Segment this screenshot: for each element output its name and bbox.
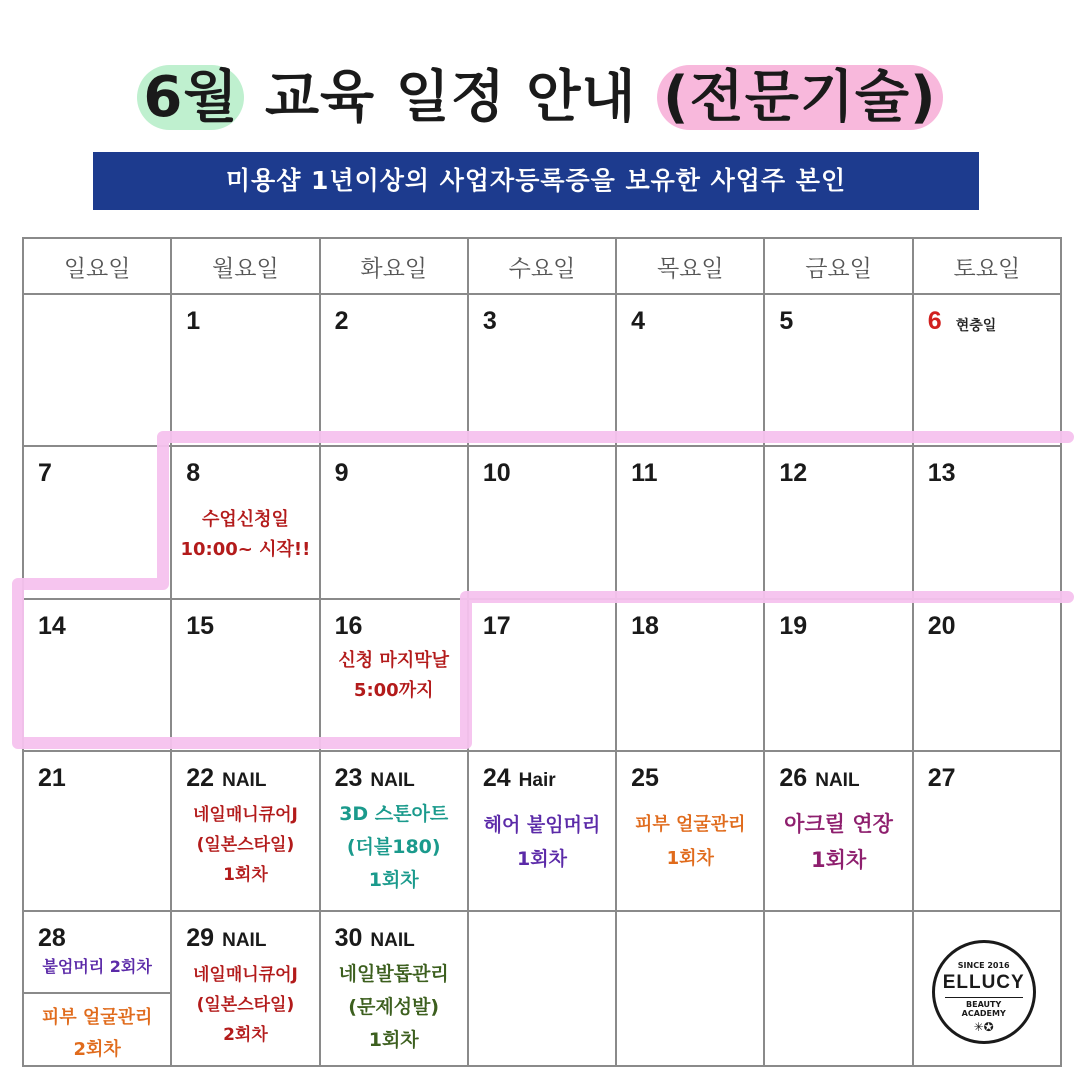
day-number: 17 [482, 612, 511, 640]
note-line: 5:00까지 [353, 680, 434, 701]
day-cell [913, 446, 1061, 599]
day-number: 28 [38, 924, 66, 952]
day-cell [23, 911, 171, 1066]
day-number [483, 764, 556, 793]
day-number: 21 [38, 764, 66, 792]
day-number: 1 [186, 307, 201, 335]
class-note [321, 798, 467, 897]
weekday-sat: 토요일 [913, 238, 1061, 294]
note-line: 1회차 [666, 848, 714, 869]
day-number: 7 [38, 459, 52, 487]
day-value: 30 [334, 924, 363, 952]
note-line: (문제성발) [348, 996, 440, 1018]
class-note [765, 806, 911, 878]
class-tag: Hair [518, 770, 556, 791]
day-cell-empty [23, 294, 171, 446]
class-tag: NAIL [370, 770, 415, 791]
weekday-fri: 금요일 [764, 238, 912, 294]
logo-since: SINCE 2016 [957, 961, 1010, 970]
day-number: 25 [631, 764, 659, 792]
page-title [0, 62, 1080, 134]
day-number: 2 [334, 307, 349, 335]
class-note [469, 808, 615, 876]
day-cell-empty [764, 911, 912, 1066]
day-value: 24 [482, 764, 511, 792]
day-number [779, 764, 859, 793]
day-cell [616, 751, 764, 911]
note-line: (일본스타일) [196, 835, 295, 855]
day-value: 29 [186, 924, 215, 952]
day-cell [171, 911, 319, 1066]
note-line: 수업신청일 [201, 509, 289, 530]
day-number: 4 [631, 307, 646, 335]
note-line: 아크릴 연장 [784, 812, 893, 836]
apply-end-note [321, 646, 467, 706]
note-line: 10:00~ 시작!! [180, 539, 311, 560]
weekday-tue: 화요일 [320, 238, 468, 294]
day-cell [23, 446, 171, 599]
logo-subtitle: BEAUTY ACADEMY [945, 997, 1023, 1018]
note-line: 3D 스톤아트 [339, 803, 449, 825]
holiday-label: 현충일 [955, 318, 997, 334]
day-cell [764, 446, 912, 599]
day-cell [616, 599, 764, 751]
day-number: 13 [927, 459, 956, 487]
title-month: 6월 [137, 65, 244, 130]
weekday-thu: 목요일 [616, 238, 764, 294]
day-number: 18 [631, 612, 659, 640]
eligibility-banner: 미용샵 1년이상의 사업자등록증을 보유한 사업주 본인 [93, 152, 979, 210]
day-value: 22 [186, 764, 215, 792]
day-number: 12 [779, 459, 808, 487]
note-line: (더블180) [346, 836, 441, 858]
day-cell [468, 599, 616, 751]
day-number [186, 924, 266, 953]
day-value: 23 [334, 764, 363, 792]
note-line: 2회차 [73, 1039, 121, 1060]
cell-divider [24, 992, 170, 994]
note-line: 네일매니큐어J [192, 805, 298, 825]
day-number: 20 [927, 612, 956, 640]
day-cell [171, 751, 319, 911]
class-note-skin [24, 1002, 170, 1066]
note-line: 1회차 [368, 1029, 419, 1051]
day-number: 8 [186, 459, 201, 487]
day-number: 3 [482, 307, 497, 335]
note-line: (일본스타일) [196, 995, 295, 1015]
day-number: 19 [779, 612, 808, 640]
day-cell [171, 446, 319, 599]
day-cell [23, 751, 171, 911]
day-number: 9 [334, 459, 349, 487]
class-tag: NAIL [222, 770, 267, 791]
day-number: 5 [779, 307, 794, 335]
note-line: 1회차 [810, 848, 867, 872]
day-cell-logo [913, 911, 1061, 1066]
note-line: 1회차 [368, 869, 419, 891]
class-note [172, 960, 318, 1050]
day-cell [171, 294, 319, 446]
academy-logo [932, 940, 1036, 1044]
day-cell [764, 294, 912, 446]
title-middle: 교육 일정 안내 [264, 65, 637, 130]
day-cell [764, 751, 912, 911]
note-line: 신청 마지막날 [338, 650, 449, 671]
day-cell [913, 599, 1061, 751]
class-tag: NAIL [815, 770, 860, 791]
apply-start-note [172, 505, 318, 565]
note-line: 피부 얼굴관리 [634, 814, 746, 835]
day-cell [764, 599, 912, 751]
day-cell-empty [616, 911, 764, 1066]
class-note-hair: 붙엄머리 2회차 [42, 957, 152, 976]
day-cell [320, 751, 468, 911]
day-number [335, 924, 415, 953]
day-value: 26 [779, 764, 808, 792]
day-cell [23, 599, 171, 751]
class-note [172, 800, 318, 890]
weekday-sun: 일요일 [23, 238, 171, 294]
day-number [335, 764, 415, 793]
day-number: 15 [186, 612, 215, 640]
day-cell [171, 599, 319, 751]
calendar-grid [22, 237, 1062, 1067]
day-number: 10 [482, 459, 511, 487]
class-tag: NAIL [222, 930, 267, 951]
day-cell [913, 294, 1061, 446]
weekday-mon: 월요일 [171, 238, 319, 294]
class-note [321, 958, 467, 1057]
day-cell [616, 446, 764, 599]
day-number: 27 [927, 764, 956, 792]
day-number: 14 [38, 612, 66, 640]
day-number [186, 764, 266, 793]
day-cell [320, 294, 468, 446]
day-cell [320, 446, 468, 599]
day-cell [468, 294, 616, 446]
day-number: 16 [334, 612, 363, 640]
day-number: 6 [927, 307, 942, 335]
weekday-wed: 수요일 [468, 238, 616, 294]
day-number: 11 [631, 459, 658, 487]
note-line: 네일발톱관리 [338, 963, 449, 985]
title-category: (전문기술) [657, 65, 943, 130]
day-cell-empty [468, 911, 616, 1066]
logo-ornament-icon: ✳✪ [973, 1020, 994, 1034]
class-note [617, 808, 763, 876]
note-line: 2회차 [223, 1025, 268, 1045]
note-line: 네일매니큐어J [192, 965, 298, 985]
note-line: 1회차 [517, 848, 567, 870]
note-line: 피부 얼굴관리 [41, 1007, 153, 1028]
day-cell [320, 599, 468, 751]
day-cell [468, 751, 616, 911]
note-line: 1회차 [223, 865, 268, 885]
day-cell [913, 751, 1061, 911]
day-cell [616, 294, 764, 446]
day-cell [320, 911, 468, 1066]
day-cell [468, 446, 616, 599]
logo-brand: ELLUCY [942, 972, 1025, 993]
note-line: 헤어 붙임머리 [483, 814, 601, 836]
class-tag: NAIL [370, 930, 415, 951]
